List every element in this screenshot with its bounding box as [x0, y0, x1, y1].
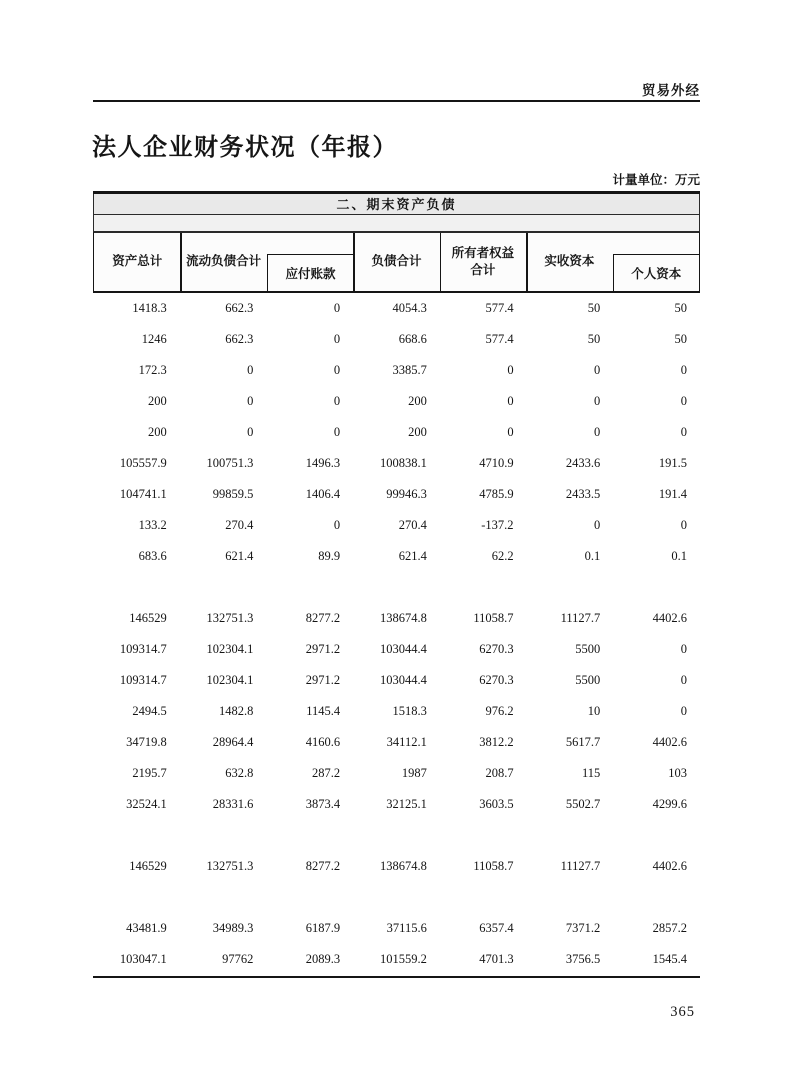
table-row-blank — [93, 820, 700, 851]
table-cell: 97762 — [222, 952, 254, 967]
header-divider — [180, 233, 182, 291]
table-cell: 3873.4 — [305, 797, 341, 812]
table-row — [93, 696, 700, 727]
table-cell: 4402.6 — [652, 610, 687, 625]
table-cell: 1418.3 — [132, 300, 167, 315]
table-cell: 200 — [408, 393, 427, 408]
table-cell: 4299.6 — [652, 797, 687, 812]
table-cell: 4710.9 — [479, 455, 514, 470]
table-body — [93, 293, 700, 976]
table-cell: 103044.4 — [379, 673, 427, 688]
table-cell: 8277.2 — [305, 610, 341, 625]
table-cell: 62.2 — [491, 548, 514, 563]
table-cell: 10 — [587, 704, 601, 719]
table-cell: 0 — [680, 704, 687, 719]
page-title: 法人企业财务状况（年报） — [92, 135, 398, 161]
table-cell: 208.7 — [485, 766, 514, 781]
page-number: 365 — [670, 1004, 695, 1020]
table-cell: 6357.4 — [479, 921, 514, 936]
table-cell: 32524.1 — [126, 797, 167, 812]
header-divider — [526, 233, 528, 291]
table-cell: 109314.7 — [119, 673, 167, 688]
table-cell: 100838.1 — [379, 455, 427, 470]
table-cell: 99946.3 — [386, 486, 427, 501]
table-cell: 577.4 — [485, 300, 514, 315]
table-cell: 632.8 — [225, 766, 254, 781]
table-cell: 4160.6 — [305, 735, 341, 750]
table-row — [93, 789, 700, 820]
table-cell: 200 — [408, 424, 427, 439]
table-cell: 0 — [594, 424, 601, 439]
table-cell: 5500 — [575, 642, 601, 656]
table-cell: 0 — [333, 362, 341, 377]
table-header-row — [93, 232, 700, 291]
table-cell: 0 — [680, 517, 687, 532]
table-cell: 1496.3 — [305, 455, 341, 470]
table-cell: 2195.7 — [132, 766, 167, 781]
table-cell: 102304.1 — [206, 642, 254, 656]
table-cell: 5500 — [575, 673, 601, 688]
table-cell: 103044.4 — [379, 642, 427, 656]
table-cell: 0 — [507, 393, 514, 408]
table-cell: 1482.8 — [219, 704, 254, 719]
table-cell: 103 — [668, 766, 687, 781]
table-cell: 99859.5 — [212, 486, 254, 501]
table-row — [93, 355, 700, 386]
table-cell: 50 — [674, 300, 687, 315]
table-row — [93, 758, 700, 789]
column-header-current-liabilities-total: 流动负债合计 — [186, 254, 262, 269]
table-cell: 287.2 — [312, 766, 341, 781]
table-row — [93, 665, 700, 696]
table-row — [93, 727, 700, 758]
table-empty-band — [93, 215, 700, 232]
table-cell: 100751.3 — [206, 455, 254, 470]
table-cell: 103047.1 — [119, 952, 167, 967]
table-cell: 3385.7 — [392, 362, 427, 377]
table-cell: 4054.3 — [392, 300, 427, 315]
table-cell: 662.3 — [225, 331, 254, 346]
table-cell: 34989.3 — [212, 921, 254, 936]
column-header-assets-total: 资产总计 — [112, 254, 163, 269]
table-row — [93, 417, 700, 448]
table-cell: 0 — [333, 300, 341, 315]
table-cell: 0 — [680, 393, 687, 408]
table-cell: 0 — [594, 362, 601, 377]
table-cell: 0 — [247, 424, 254, 439]
table-cell: 1518.3 — [392, 704, 427, 719]
table-cell: 3603.5 — [479, 797, 514, 812]
table-cell: 270.4 — [225, 517, 254, 532]
table-cell: 0 — [680, 362, 687, 377]
table-cell: 4701.3 — [479, 952, 514, 967]
financial-table — [93, 191, 700, 978]
table-cell: 0 — [680, 673, 687, 688]
unit-label: 计量单位：万元 — [612, 173, 700, 187]
table-cell: 976.2 — [485, 704, 514, 719]
table-cell: 1406.4 — [305, 486, 341, 501]
table-row — [93, 510, 700, 541]
table-cell: 2494.5 — [132, 704, 167, 719]
table-cell: 2433.5 — [565, 486, 601, 501]
table-cell: 0 — [680, 642, 687, 656]
table-cell: -137.2 — [481, 517, 514, 532]
table-cell: 34112.1 — [386, 735, 427, 750]
column-header-personal-capital: 个人资本 — [613, 254, 699, 291]
table-cell: 146529 — [129, 859, 167, 874]
table-row — [93, 851, 700, 882]
table-section-band: 二、期末资产负债 — [93, 194, 700, 215]
table-cell: 0.1 — [584, 548, 601, 563]
table-cell: 0 — [594, 393, 601, 408]
table-cell: 172.3 — [138, 362, 167, 377]
table-cell: 3812.2 — [479, 735, 514, 750]
header-divider — [440, 233, 442, 291]
column-header-accounts-payable: 应付账款 — [267, 254, 353, 291]
table-row — [93, 541, 700, 572]
table-cell: 2433.6 — [565, 455, 601, 470]
table-cell: 621.4 — [225, 548, 254, 563]
table-row-blank — [93, 882, 700, 913]
table-cell: 7371.2 — [565, 921, 601, 936]
table-cell: 0.1 — [671, 548, 687, 563]
table-bottom-rule — [93, 976, 700, 979]
table-cell: 8277.2 — [305, 859, 341, 874]
table-cell: 3756.5 — [565, 952, 601, 967]
table-row — [93, 479, 700, 510]
table-cell: 668.6 — [398, 331, 427, 346]
table-cell: 28331.6 — [212, 797, 254, 812]
table-row — [93, 634, 700, 665]
table-cell: 5502.7 — [565, 797, 601, 812]
table-cell: 28964.4 — [212, 735, 254, 750]
table-row — [93, 324, 700, 355]
table-cell: 577.4 — [485, 331, 514, 346]
table-cell: 133.2 — [138, 517, 167, 532]
table-cell: 34719.8 — [126, 735, 167, 750]
table-row — [93, 293, 700, 324]
table-cell: 1545.4 — [652, 952, 687, 967]
table-cell: 104741.1 — [119, 486, 167, 501]
table-cell: 4402.6 — [652, 859, 687, 874]
table-cell: 662.3 — [225, 300, 254, 315]
table-cell: 200 — [147, 393, 167, 408]
table-cell: 0 — [594, 517, 601, 532]
table-row — [93, 448, 700, 479]
column-header-paid-in-capital: 实收资本 — [544, 254, 595, 269]
table-cell: 32125.1 — [386, 797, 427, 812]
table-cell: 2089.3 — [305, 952, 341, 967]
section-running-head: 贸易外经 — [642, 83, 700, 98]
table-cell: 0 — [507, 362, 514, 377]
table-cell: 11058.7 — [473, 610, 514, 625]
column-header-owners-equity-total: 所有者权益合计 — [451, 245, 515, 277]
table-cell: 146529 — [129, 610, 167, 625]
table-cell: 2971.2 — [305, 673, 341, 688]
table-row — [93, 603, 700, 634]
table-cell: 138674.8 — [379, 610, 427, 625]
table-cell: 4402.6 — [652, 735, 687, 750]
table-cell: 50 — [587, 300, 601, 315]
table-cell: 0 — [680, 424, 687, 439]
table-cell: 683.6 — [138, 548, 167, 563]
table-cell: 0 — [333, 424, 341, 439]
table-cell: 1246 — [141, 331, 167, 346]
table-row — [93, 944, 700, 975]
table-cell: 1987 — [401, 766, 427, 781]
table-cell: 11127.7 — [560, 859, 601, 874]
table-cell: 89.9 — [318, 548, 341, 563]
table-cell: 11127.7 — [560, 610, 601, 625]
table-row-blank — [93, 572, 700, 603]
table-cell: 6270.3 — [479, 642, 514, 656]
header-divider — [353, 233, 355, 291]
table-cell: 138674.8 — [379, 859, 427, 874]
table-cell: 0 — [247, 362, 254, 377]
table-cell: 5617.7 — [565, 735, 601, 750]
table-row — [93, 386, 700, 417]
table-cell: 0 — [333, 517, 341, 532]
table-cell: 191.5 — [658, 455, 687, 470]
table-cell: 1145.4 — [306, 704, 341, 719]
table-cell: 109314.7 — [119, 642, 167, 656]
table-cell: 115 — [581, 766, 601, 781]
table-cell: 270.4 — [398, 517, 427, 532]
table-cell: 191.4 — [658, 486, 687, 501]
running-head-rule — [93, 100, 700, 102]
table-cell: 0 — [507, 424, 514, 439]
table-cell: 2971.2 — [305, 642, 341, 656]
table-cell: 6187.9 — [305, 921, 341, 936]
table-cell: 2857.2 — [652, 921, 687, 936]
table-cell: 132751.3 — [206, 610, 254, 625]
table-cell: 105557.9 — [119, 455, 167, 470]
table-cell: 4785.9 — [479, 486, 514, 501]
table-cell: 43481.9 — [126, 921, 167, 936]
table-row — [93, 913, 700, 944]
table-cell: 621.4 — [398, 548, 427, 563]
table-cell: 0 — [333, 393, 341, 408]
table-cell: 0 — [247, 393, 254, 408]
table-cell: 101559.2 — [379, 952, 427, 967]
table-cell: 6270.3 — [479, 673, 514, 688]
table-cell: 200 — [147, 424, 167, 439]
table-cell: 0 — [333, 331, 341, 346]
table-cell: 37115.6 — [386, 921, 427, 936]
column-header-liabilities-total: 负债合计 — [371, 254, 422, 269]
table-cell: 11058.7 — [473, 859, 514, 874]
table-cell: 50 — [587, 331, 601, 346]
table-cell: 102304.1 — [206, 673, 254, 688]
table-cell: 50 — [674, 331, 687, 346]
table-cell: 132751.3 — [206, 859, 254, 874]
